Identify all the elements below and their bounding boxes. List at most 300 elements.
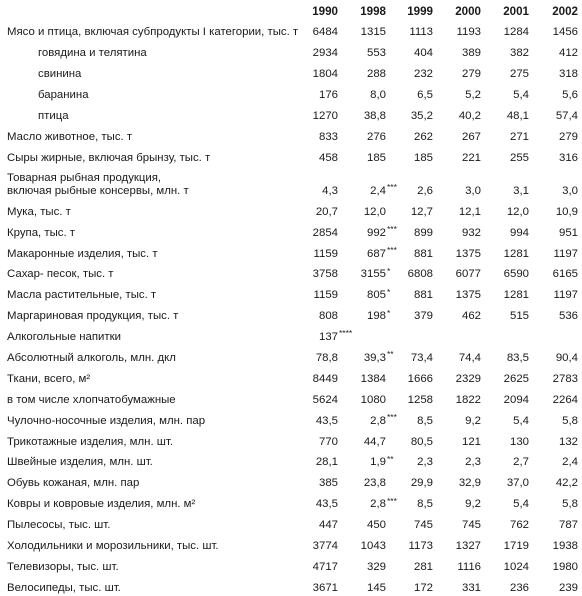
value-number: 808 bbox=[318, 310, 338, 323]
value-cell-1998 bbox=[342, 492, 397, 513]
value-number: 43,5 bbox=[315, 414, 338, 427]
value-number: 37,0 bbox=[506, 477, 529, 490]
value-number: 12,0 bbox=[506, 205, 529, 218]
value-number: 42,2 bbox=[555, 477, 578, 490]
value-cell-2001 bbox=[485, 513, 533, 534]
footnote-mark: * bbox=[387, 265, 391, 276]
value-number: 281 bbox=[413, 560, 433, 573]
row-label-text: Масло животное, тыс. т bbox=[7, 130, 133, 143]
value-cell-1999 bbox=[390, 124, 437, 145]
value-cell-1990 bbox=[298, 124, 342, 145]
value-cell-1998 bbox=[342, 41, 390, 62]
table-row bbox=[0, 533, 582, 554]
value-cell-1999 bbox=[390, 220, 437, 241]
value-number: 5624 bbox=[312, 393, 338, 406]
value-number: 121 bbox=[461, 435, 481, 448]
value-cell-1990 bbox=[298, 241, 342, 262]
value-cell-2000 bbox=[437, 304, 485, 325]
value-number: 787 bbox=[558, 519, 578, 532]
value-number: 137 bbox=[318, 331, 338, 344]
value-cell-1998 bbox=[342, 366, 390, 387]
value-cell-1999 bbox=[390, 429, 437, 450]
value-number: 3155 bbox=[360, 268, 386, 281]
value-number: 90,4 bbox=[555, 351, 578, 364]
value-cell-2002 bbox=[533, 199, 582, 220]
value-number: 687 bbox=[366, 247, 386, 260]
value-number: 1281 bbox=[503, 247, 529, 260]
value-cell-2001 bbox=[485, 262, 533, 283]
value-cell-2000 bbox=[437, 429, 485, 450]
value-cell-2001 bbox=[485, 199, 533, 220]
value-number: 1327 bbox=[455, 539, 481, 552]
table-row bbox=[0, 492, 582, 513]
row-label bbox=[0, 450, 298, 471]
value-cell-1998 bbox=[342, 304, 390, 325]
table-row bbox=[0, 366, 582, 387]
value-number: 130 bbox=[509, 435, 529, 448]
value-number: 745 bbox=[461, 519, 481, 532]
value-number: 2934 bbox=[312, 47, 338, 60]
value-cell-2000 bbox=[437, 83, 485, 104]
value-number: 462 bbox=[461, 310, 481, 323]
year-header-2001: 2001 bbox=[503, 4, 529, 18]
table-row bbox=[0, 471, 582, 492]
value-cell-1999 bbox=[390, 325, 437, 346]
value-number: 3,0 bbox=[465, 184, 481, 197]
value-number: 276 bbox=[366, 130, 386, 143]
value-cell-1999 bbox=[390, 408, 437, 429]
value-number: 2783 bbox=[552, 372, 578, 385]
value-number: 1159 bbox=[313, 289, 338, 302]
value-number: 899 bbox=[413, 226, 433, 239]
value-cell-2001 bbox=[485, 304, 533, 325]
value-cell-2002 bbox=[533, 325, 582, 346]
value-cell-2000 bbox=[437, 124, 485, 145]
value-number: 39,3 bbox=[363, 351, 386, 364]
value-cell-2001 bbox=[485, 533, 533, 554]
value-cell-2002 bbox=[533, 62, 582, 83]
value-number: 951 bbox=[558, 226, 578, 239]
value-number: 1375 bbox=[455, 247, 481, 260]
value-cell-1999 bbox=[390, 492, 437, 513]
table-row bbox=[0, 20, 582, 41]
value-cell-1998 bbox=[342, 408, 397, 429]
value-number: 515 bbox=[509, 310, 529, 323]
footnote-mark: ** bbox=[387, 349, 394, 360]
value-number: 553 bbox=[366, 47, 386, 60]
row-label bbox=[0, 408, 298, 429]
year-header-2002: 2002 bbox=[552, 4, 578, 18]
value-cell-2000 bbox=[437, 283, 485, 304]
value-number: 80,5 bbox=[410, 435, 433, 448]
value-cell-1990 bbox=[298, 408, 342, 429]
value-number: 1938 bbox=[552, 539, 578, 552]
row-label-text: Сахар- песок, тыс. т bbox=[7, 268, 114, 281]
row-label bbox=[0, 166, 298, 199]
value-cell-2001 bbox=[485, 124, 533, 145]
row-label bbox=[0, 83, 298, 104]
row-label bbox=[0, 554, 298, 575]
value-number: 2854 bbox=[312, 226, 338, 239]
row-label bbox=[0, 145, 298, 166]
value-cell-1998 bbox=[342, 241, 397, 262]
value-cell-1990 bbox=[298, 345, 342, 366]
value-cell-2000 bbox=[437, 62, 485, 83]
value-cell-1990 bbox=[298, 62, 342, 83]
value-number: 236 bbox=[509, 581, 529, 594]
value-cell-2002 bbox=[533, 20, 582, 41]
value-number: 5,6 bbox=[562, 89, 578, 102]
footnote-mark: * bbox=[387, 286, 391, 297]
value-cell-2000 bbox=[437, 492, 485, 513]
year-header-2000: 2000 bbox=[455, 4, 481, 18]
value-cell-2002 bbox=[533, 104, 582, 125]
value-cell-1999 bbox=[390, 145, 437, 166]
value-cell-2001 bbox=[485, 325, 533, 346]
value-cell-2002 bbox=[533, 408, 582, 429]
value-number: 881 bbox=[413, 247, 433, 260]
row-label bbox=[0, 20, 298, 41]
value-number: 9,2 bbox=[465, 498, 481, 511]
value-number: 6,5 bbox=[417, 89, 433, 102]
value-cell-1999 bbox=[390, 104, 437, 125]
value-cell-2000 bbox=[437, 166, 485, 199]
row-label bbox=[0, 241, 298, 262]
value-number: 5,4 bbox=[513, 89, 529, 102]
value-number: 3758 bbox=[312, 268, 338, 281]
value-cell-1999 bbox=[390, 83, 437, 104]
value-cell-1990 bbox=[298, 387, 342, 408]
value-number: 2625 bbox=[503, 372, 529, 385]
value-number: 239 bbox=[558, 581, 578, 594]
header-row bbox=[0, 0, 582, 20]
value-cell-2001 bbox=[485, 104, 533, 125]
value-cell-2001 bbox=[485, 166, 533, 199]
value-number: 40,2 bbox=[458, 110, 481, 123]
row-label bbox=[0, 104, 298, 125]
value-number: 5,8 bbox=[562, 498, 578, 511]
footnote-mark: *** bbox=[387, 182, 397, 193]
row-label-text: свинина bbox=[38, 68, 82, 81]
value-cell-2001 bbox=[485, 345, 533, 366]
value-number: 6590 bbox=[503, 268, 529, 281]
value-cell-2002 bbox=[533, 554, 582, 575]
value-cell-1990 bbox=[298, 513, 342, 534]
row-label bbox=[0, 492, 298, 513]
value-cell-2000 bbox=[437, 20, 485, 41]
value-cell-2001 bbox=[485, 408, 533, 429]
value-cell-2001 bbox=[485, 429, 533, 450]
year-header-1990: 1990 bbox=[312, 4, 338, 18]
value-number: 8,5 bbox=[417, 414, 433, 427]
value-number: 43,5 bbox=[315, 498, 338, 511]
value-cell-1999 bbox=[390, 199, 437, 220]
value-cell-2000 bbox=[437, 199, 485, 220]
value-number: 35,2 bbox=[410, 110, 433, 123]
value-number: 932 bbox=[461, 226, 481, 239]
table-row bbox=[0, 104, 582, 125]
row-label bbox=[0, 575, 298, 596]
row-label bbox=[0, 41, 298, 62]
value-cell-1990 bbox=[298, 366, 342, 387]
row-label bbox=[0, 199, 298, 220]
value-number: 1270 bbox=[312, 110, 338, 123]
row-label bbox=[0, 325, 298, 346]
value-number: 1197 bbox=[553, 289, 578, 302]
value-number: 3671 bbox=[312, 581, 338, 594]
value-number: 2,6 bbox=[417, 184, 433, 197]
value-number: 255 bbox=[509, 151, 529, 164]
value-number: 74,4 bbox=[458, 351, 481, 364]
value-cell-2001 bbox=[485, 387, 533, 408]
value-number: 8449 bbox=[312, 372, 338, 385]
value-number: 1193 bbox=[456, 26, 481, 39]
value-number: 762 bbox=[509, 519, 529, 532]
value-cell-1998 bbox=[342, 325, 390, 346]
value-number: 8,0 bbox=[370, 89, 386, 102]
value-cell-1990 bbox=[298, 41, 342, 62]
value-cell-1999 bbox=[390, 241, 437, 262]
value-cell-2000 bbox=[437, 408, 485, 429]
value-number: 1159 bbox=[313, 247, 338, 260]
table-row bbox=[0, 513, 582, 534]
table-row bbox=[0, 83, 582, 104]
value-number: 331 bbox=[461, 581, 481, 594]
row-label-text: Маргариновая продукция, тыс. т bbox=[7, 310, 179, 323]
value-cell-1998 bbox=[342, 262, 390, 283]
value-number: 3774 bbox=[312, 539, 338, 552]
value-cell-2000 bbox=[437, 145, 485, 166]
value-number: 6077 bbox=[455, 268, 481, 281]
value-number: 271 bbox=[509, 130, 529, 143]
row-label-text: говядина и телятина bbox=[38, 47, 147, 60]
footnote-mark: ** bbox=[387, 453, 394, 464]
row-label bbox=[0, 124, 298, 145]
row-label-text: Обувь кожаная, млн. пар bbox=[7, 477, 140, 490]
footnote-mark: *** bbox=[387, 244, 397, 255]
row-label-text: Мясо и птица, включая субпродукты I категории, тыс. т bbox=[7, 26, 298, 39]
table-row bbox=[0, 241, 582, 262]
row-label-text: Чулочно-носочные изделия, млн. пар bbox=[7, 414, 206, 427]
value-number: 6165 bbox=[552, 268, 578, 281]
value-cell-1999 bbox=[390, 471, 437, 492]
row-label-text: птица bbox=[38, 110, 69, 123]
row-label bbox=[0, 345, 298, 366]
value-number: 8,5 bbox=[417, 498, 433, 511]
value-number: 1,9 bbox=[370, 456, 386, 469]
value-number: 12,1 bbox=[458, 205, 481, 218]
value-number: 1116 bbox=[457, 560, 481, 573]
row-label bbox=[0, 304, 298, 325]
value-number: 10,9 bbox=[555, 205, 578, 218]
value-number: 3,1 bbox=[513, 184, 529, 197]
value-number: 2,4 bbox=[562, 456, 578, 469]
value-number: 132 bbox=[558, 435, 578, 448]
value-number: 78,8 bbox=[315, 351, 338, 364]
value-number: 458 bbox=[318, 151, 338, 164]
value-cell-2001 bbox=[485, 450, 533, 471]
row-label bbox=[0, 533, 298, 554]
row-label bbox=[0, 387, 298, 408]
value-number: 1719 bbox=[503, 539, 529, 552]
value-cell-1999 bbox=[390, 513, 437, 534]
value-cell-1990 bbox=[298, 533, 342, 554]
table-row bbox=[0, 387, 582, 408]
value-number: 2,7 bbox=[513, 456, 529, 469]
value-cell-2002 bbox=[533, 124, 582, 145]
value-number: 4717 bbox=[312, 560, 338, 573]
value-cell-1990 bbox=[298, 20, 342, 41]
value-cell-1999 bbox=[390, 366, 437, 387]
row-label-text: Ковры и ковровые изделия, млн. м² bbox=[7, 498, 196, 511]
value-number: 329 bbox=[366, 560, 386, 573]
row-label-text: Телевизоры, тыс. шт. bbox=[7, 560, 119, 573]
value-number: 1024 bbox=[503, 560, 529, 573]
value-number: 2,8 bbox=[370, 498, 386, 511]
row-label-text-continued: включая рыбные консервы, млн. т bbox=[7, 184, 189, 197]
value-number: 412 bbox=[558, 47, 578, 60]
value-number: 382 bbox=[509, 47, 529, 60]
value-cell-1998 bbox=[342, 429, 390, 450]
table-row bbox=[0, 145, 582, 166]
value-cell-2002 bbox=[533, 387, 582, 408]
value-cell-1990 bbox=[298, 325, 353, 346]
value-cell-2002 bbox=[533, 450, 582, 471]
value-number: 994 bbox=[509, 226, 529, 239]
table-row bbox=[0, 62, 582, 83]
value-cell-2002 bbox=[533, 513, 582, 534]
value-cell-2001 bbox=[485, 145, 533, 166]
value-cell-2002 bbox=[533, 575, 582, 596]
value-cell-2002 bbox=[533, 429, 582, 450]
value-number: 770 bbox=[318, 435, 338, 448]
table-row bbox=[0, 429, 582, 450]
row-label bbox=[0, 471, 298, 492]
value-number: 2,3 bbox=[465, 456, 481, 469]
row-label bbox=[0, 283, 298, 304]
value-number: 1375 bbox=[455, 289, 481, 302]
value-number: 6808 bbox=[407, 268, 433, 281]
value-cell-2000 bbox=[437, 104, 485, 125]
value-cell-1998 bbox=[342, 513, 390, 534]
value-number: 288 bbox=[366, 68, 386, 81]
row-label-text: Холодильники и морозильники, тыс. шт. bbox=[7, 539, 219, 552]
value-cell-2002 bbox=[533, 283, 582, 304]
value-number: 992 bbox=[366, 226, 386, 239]
value-cell-2001 bbox=[485, 492, 533, 513]
value-number: 5,4 bbox=[513, 498, 529, 511]
value-number: 1456 bbox=[552, 26, 578, 39]
year-header-1998: 1998 bbox=[360, 4, 386, 18]
value-number: 385 bbox=[318, 477, 338, 490]
value-cell-1998 bbox=[342, 345, 394, 366]
value-cell-1998 bbox=[342, 166, 397, 199]
value-number: 48,1 bbox=[506, 110, 529, 123]
value-number: 23,8 bbox=[363, 477, 386, 490]
value-cell-1998 bbox=[342, 199, 390, 220]
row-label bbox=[0, 220, 298, 241]
value-cell-2001 bbox=[485, 41, 533, 62]
table-row bbox=[0, 345, 582, 366]
value-cell-2001 bbox=[485, 83, 533, 104]
value-cell-2002 bbox=[533, 41, 582, 62]
table-row bbox=[0, 408, 582, 429]
value-number: 9,2 bbox=[465, 414, 481, 427]
table-row bbox=[0, 199, 582, 220]
value-cell-1999 bbox=[390, 262, 437, 283]
table-row bbox=[0, 325, 582, 346]
value-number: 1258 bbox=[407, 393, 433, 406]
table-header bbox=[0, 0, 582, 20]
value-cell-1998 bbox=[342, 533, 390, 554]
table-body bbox=[0, 20, 582, 596]
value-number: 2329 bbox=[455, 372, 481, 385]
table-row bbox=[0, 166, 582, 199]
value-number: 73,4 bbox=[410, 351, 433, 364]
value-cell-2002 bbox=[533, 471, 582, 492]
value-number: 275 bbox=[509, 68, 529, 81]
value-number: 4,3 bbox=[322, 184, 338, 197]
table-row bbox=[0, 220, 582, 241]
value-number: 29,9 bbox=[410, 477, 433, 490]
value-number: 536 bbox=[558, 310, 578, 323]
value-cell-1999 bbox=[390, 345, 437, 366]
value-cell-1999 bbox=[390, 283, 437, 304]
value-cell-2001 bbox=[485, 241, 533, 262]
value-number: 2094 bbox=[503, 393, 529, 406]
value-number: 404 bbox=[413, 47, 433, 60]
value-number: 1804 bbox=[312, 68, 338, 81]
value-cell-2000 bbox=[437, 41, 485, 62]
value-cell-2000 bbox=[437, 450, 485, 471]
value-cell-2002 bbox=[533, 145, 582, 166]
row-label bbox=[0, 429, 298, 450]
value-number: 1822 bbox=[455, 393, 481, 406]
value-number: 12,7 bbox=[410, 205, 433, 218]
row-label-text: Трикотажные изделия, млн. шт. bbox=[7, 435, 174, 448]
value-cell-1990 bbox=[298, 145, 342, 166]
row-label-text: баранина bbox=[38, 89, 89, 102]
value-cell-2002 bbox=[533, 533, 582, 554]
value-cell-1990 bbox=[298, 304, 342, 325]
value-cell-2001 bbox=[485, 62, 533, 83]
value-cell-1990 bbox=[298, 575, 342, 596]
value-cell-1998 bbox=[342, 220, 397, 241]
value-cell-2001 bbox=[485, 471, 533, 492]
table-row bbox=[0, 450, 582, 471]
value-cell-1990 bbox=[298, 492, 342, 513]
row-label-text: Пылесосы, тыс. шт. bbox=[7, 519, 111, 532]
value-cell-1998 bbox=[342, 387, 390, 408]
value-cell-2000 bbox=[437, 471, 485, 492]
value-number: 1384 bbox=[360, 372, 386, 385]
value-number: 262 bbox=[413, 130, 433, 143]
row-label-text: в том числе хлопчатобумажные bbox=[7, 393, 176, 406]
value-cell-1999 bbox=[390, 304, 437, 325]
value-cell-1998 bbox=[342, 145, 390, 166]
footnote-mark: *** bbox=[387, 495, 397, 506]
value-number: 447 bbox=[318, 519, 338, 532]
table-row bbox=[0, 124, 582, 145]
row-label-text: Макаронные изделия, тыс. т bbox=[7, 247, 158, 260]
value-number: 279 bbox=[461, 68, 481, 81]
value-cell-1998 bbox=[342, 554, 390, 575]
value-cell-1999 bbox=[390, 575, 437, 596]
value-cell-1998 bbox=[342, 20, 390, 41]
value-cell-1990 bbox=[298, 166, 342, 199]
value-cell-2002 bbox=[533, 304, 582, 325]
value-number: 1980 bbox=[552, 560, 578, 573]
